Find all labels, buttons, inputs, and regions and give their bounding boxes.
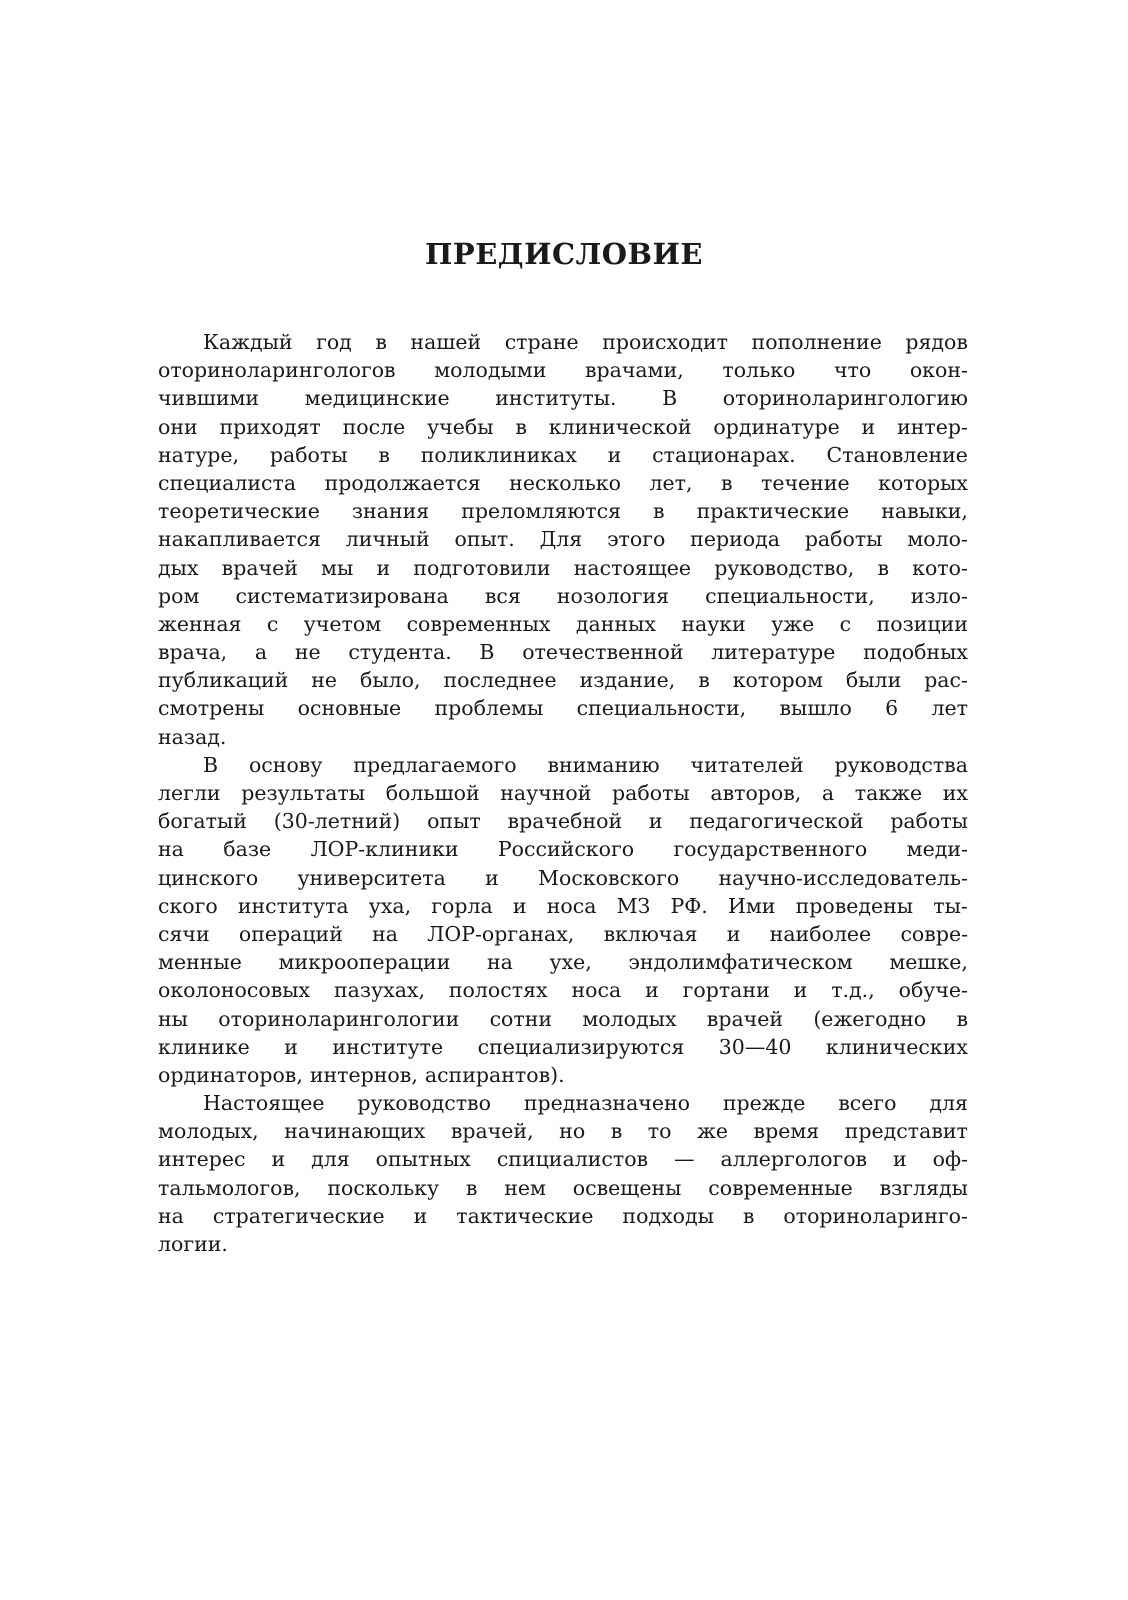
text-line	[158, 976, 968, 1004]
word: специализируются	[477, 1034, 685, 1059]
word: операций	[238, 921, 343, 946]
word: педагогической	[689, 809, 864, 834]
word: и	[376, 555, 391, 580]
word: оториноларингологов	[158, 358, 396, 383]
word: цинского	[158, 865, 259, 890]
word: врачебной	[507, 809, 623, 834]
word: знания	[351, 499, 430, 524]
word: в	[720, 470, 733, 495]
word: врачами,	[584, 358, 684, 383]
word: и	[793, 978, 808, 1003]
word: а	[254, 640, 268, 665]
word: и	[271, 1147, 286, 1172]
word: ром	[158, 583, 200, 608]
word: и	[726, 921, 741, 946]
word: приходят	[219, 414, 321, 439]
word: в	[742, 1203, 755, 1228]
word: назад.	[158, 724, 227, 749]
word: систематизирована	[235, 583, 449, 608]
text-line	[158, 525, 968, 553]
word: не	[294, 640, 321, 665]
word: издание,	[579, 668, 676, 693]
word: в	[378, 442, 390, 467]
word: сотни	[489, 1006, 553, 1031]
word: личный	[345, 527, 430, 552]
word: преломляются	[461, 499, 622, 524]
word: науки	[681, 611, 746, 636]
word: Становление	[826, 442, 968, 467]
text-line	[158, 948, 968, 976]
word: не	[311, 668, 338, 693]
word: их	[942, 781, 968, 805]
text-line	[158, 1145, 968, 1173]
word: и	[893, 1147, 907, 1172]
word: оф-	[932, 1147, 968, 1172]
word: околоносовых	[158, 978, 311, 1003]
word: опыт.	[454, 527, 515, 552]
text-line	[158, 694, 968, 722]
word: богатый	[158, 809, 247, 834]
word: —	[674, 1147, 695, 1172]
word: и	[284, 1034, 298, 1059]
word: кото-	[912, 555, 968, 580]
word: и	[413, 1203, 428, 1228]
word: прежде	[722, 1091, 806, 1116]
word: мы	[321, 555, 354, 580]
word: специалиста	[158, 470, 297, 495]
word: они	[158, 414, 198, 439]
word: Для	[539, 527, 583, 552]
word: аллергологов	[720, 1147, 868, 1172]
word: поликлиниках	[420, 442, 577, 467]
word: год	[316, 330, 352, 354]
text-line	[158, 864, 968, 892]
word: 6	[885, 696, 899, 721]
word: в	[375, 330, 387, 354]
word: аспирантов).	[424, 1062, 565, 1087]
word: уже	[771, 611, 815, 636]
word: стратегические	[212, 1203, 385, 1228]
text-line	[158, 497, 968, 525]
text-line	[158, 554, 968, 582]
word: но	[559, 1119, 586, 1144]
word: ухе,	[549, 950, 592, 975]
word: полостях	[448, 978, 548, 1003]
word: меди-	[906, 837, 968, 862]
word: клинических	[825, 1034, 968, 1059]
word: гортани	[682, 978, 770, 1003]
word: работы	[612, 781, 690, 805]
word: основу	[248, 752, 323, 777]
word: чившими	[158, 386, 260, 411]
word: мешке,	[889, 950, 968, 975]
word: опыт	[427, 809, 481, 834]
word: что	[834, 358, 872, 383]
word: молодых	[582, 1006, 677, 1031]
word: пазухах,	[334, 978, 425, 1003]
word: начинающих	[284, 1119, 426, 1144]
text-line	[158, 1202, 968, 1230]
text-line	[158, 441, 968, 469]
word: специальности,	[705, 583, 875, 608]
word: обуче-	[898, 978, 968, 1003]
word: руководства	[834, 752, 968, 777]
word: университета	[297, 865, 446, 890]
word: государственного	[673, 837, 868, 862]
word: пополнение	[751, 330, 882, 354]
word: моло-	[907, 527, 968, 552]
word: в	[610, 1119, 623, 1144]
word: стране	[504, 330, 579, 354]
text-line	[158, 1230, 968, 1258]
word: совре-	[900, 921, 968, 946]
word: позиции	[876, 611, 968, 636]
text-line	[158, 469, 968, 497]
word: интер-	[897, 414, 968, 439]
text-line	[158, 892, 968, 920]
word: института	[237, 893, 349, 918]
text-line	[158, 413, 968, 441]
word: Каждый	[203, 330, 293, 354]
word: и	[512, 893, 527, 918]
word: институты.	[495, 386, 617, 411]
word: последнее	[443, 668, 557, 693]
text-line	[158, 1005, 968, 1033]
word: В	[203, 752, 219, 777]
word: в	[877, 555, 889, 580]
word: студента.	[348, 640, 452, 665]
paragraph	[158, 751, 968, 1089]
preface-body	[158, 328, 968, 1258]
word: время	[753, 1119, 820, 1144]
word: после	[342, 414, 406, 439]
text-line	[158, 328, 968, 356]
word: то	[647, 1119, 672, 1144]
word: работы	[890, 809, 968, 834]
word: накапливается	[158, 527, 321, 552]
word: вниманию	[547, 752, 660, 777]
word: современные	[708, 1175, 853, 1200]
text-line	[158, 1174, 968, 1202]
word: окон-	[909, 358, 968, 383]
word: В	[662, 386, 678, 411]
word: подходы	[622, 1203, 714, 1228]
word: предлагаемого	[353, 752, 517, 777]
word: происходит	[602, 330, 729, 354]
paragraph	[158, 328, 968, 751]
word: на	[372, 921, 399, 946]
word: нашей	[410, 330, 482, 354]
word: было,	[359, 668, 421, 693]
word: ординаторов,	[158, 1062, 303, 1087]
text-line	[158, 835, 968, 863]
word: с	[266, 611, 279, 636]
word: несколько	[509, 470, 621, 495]
word: большой	[385, 781, 480, 805]
word: течение	[761, 470, 850, 495]
word: руководство	[357, 1091, 491, 1116]
word: для	[929, 1091, 968, 1116]
word: лет	[931, 696, 968, 721]
text-line	[158, 582, 968, 610]
word: клинической	[548, 414, 692, 439]
word: врачей	[221, 555, 298, 580]
word: учебы	[427, 414, 494, 439]
word: уха,	[368, 893, 412, 918]
word: на	[158, 837, 184, 862]
word: менные	[158, 950, 242, 975]
word: работы	[269, 442, 348, 467]
word: проблемы	[434, 696, 544, 721]
word: освещены	[572, 1175, 682, 1200]
word: представит	[844, 1119, 968, 1144]
word: ЛОР-органах,	[427, 921, 575, 946]
word: МЗ	[616, 893, 651, 918]
text-line	[158, 384, 968, 412]
word: предназначено	[523, 1091, 690, 1116]
word: публикаций	[158, 668, 289, 693]
text-line	[158, 1089, 968, 1117]
word: вышло	[779, 696, 852, 721]
word: изло-	[910, 583, 968, 608]
word: и	[861, 414, 876, 439]
text-line	[158, 356, 968, 384]
word: научно-исследователь-	[718, 865, 968, 890]
word: рядов	[905, 330, 968, 354]
word: горла	[431, 893, 493, 918]
word: навыки,	[881, 499, 968, 524]
word: этого	[607, 527, 666, 552]
word: результаты	[241, 781, 366, 805]
word: современных	[406, 611, 551, 636]
word: рас-	[924, 668, 968, 693]
text-line	[158, 638, 968, 666]
word: интернов,	[309, 1062, 418, 1087]
text-line	[158, 666, 968, 694]
word: ЛОР-клиники	[310, 837, 459, 862]
text-line	[158, 751, 968, 779]
word: котором	[732, 668, 823, 693]
word: поскольку	[327, 1175, 440, 1200]
word: с	[839, 611, 852, 636]
word: также	[854, 781, 923, 805]
word: только	[722, 358, 796, 383]
word: опытных	[375, 1147, 471, 1172]
word: институте	[332, 1034, 444, 1059]
word: данных	[575, 611, 656, 636]
word: тальмологов,	[158, 1175, 301, 1200]
word: базе	[223, 837, 272, 862]
word: врачей,	[450, 1119, 534, 1144]
word: Российского	[497, 837, 635, 862]
word: носа	[546, 893, 597, 918]
word: клинике	[158, 1034, 250, 1059]
word: сячи	[158, 921, 210, 946]
word: оториноларингологии	[218, 1006, 460, 1031]
word: и	[607, 442, 622, 467]
text-line	[158, 779, 968, 807]
text-line	[158, 610, 968, 638]
word: нем	[504, 1175, 546, 1200]
word: были	[845, 668, 902, 693]
page-title: ПРЕДИСЛОВИЕ	[425, 237, 703, 271]
word: отечественной	[522, 640, 684, 665]
word: молодыми	[434, 358, 547, 383]
word: специальности,	[576, 696, 747, 721]
word: и	[485, 865, 499, 890]
word: практические	[696, 499, 850, 524]
word: подготовили	[413, 555, 551, 580]
word: врачей	[706, 1006, 784, 1031]
word: эндолимфатическом	[628, 950, 853, 975]
word: оториноларинго-	[783, 1203, 968, 1228]
text-line	[158, 920, 968, 948]
word: всего	[838, 1091, 897, 1116]
text-line	[158, 1033, 968, 1061]
word: натуре,	[158, 442, 240, 467]
word: лет,	[649, 470, 693, 495]
word: ского	[158, 893, 218, 918]
word: настоящее	[573, 555, 692, 580]
word: подобных	[863, 640, 968, 665]
word: авторов,	[710, 781, 802, 805]
word: молодых,	[158, 1119, 259, 1144]
word: учетом	[303, 611, 382, 636]
word: спициалистов	[496, 1147, 649, 1172]
word: в	[698, 668, 710, 693]
word: работы	[804, 527, 883, 552]
word: оториноларингологию	[722, 386, 968, 411]
word: периода	[690, 527, 780, 552]
paragraph	[158, 1089, 968, 1258]
word: стационарах.	[652, 442, 796, 467]
word: легли	[158, 781, 221, 805]
word: ординатуре	[713, 414, 840, 439]
word: теоретические	[158, 499, 320, 524]
word: же	[697, 1119, 728, 1144]
word: вся	[484, 583, 521, 608]
text-line	[158, 1117, 968, 1145]
word: продолжается	[324, 470, 481, 495]
word: Настоящее	[203, 1091, 325, 1116]
word: дых	[158, 555, 199, 580]
word: на	[487, 950, 513, 975]
word: наиболее	[769, 921, 872, 946]
text-line	[158, 1061, 968, 1089]
word: ты-	[933, 893, 968, 918]
word: интерес	[158, 1147, 246, 1172]
word: руководство,	[714, 555, 855, 580]
word: в	[956, 1006, 968, 1031]
word: женная	[158, 611, 242, 636]
word: читателей	[690, 752, 804, 777]
word: и	[648, 809, 663, 834]
word: носа	[571, 978, 622, 1003]
word: включая	[603, 921, 698, 946]
word: литературе	[711, 640, 836, 665]
word: ны	[158, 1006, 188, 1031]
word: (ежегодно	[813, 1006, 927, 1031]
word: врача,	[158, 640, 228, 665]
text-line	[158, 807, 968, 835]
word: а	[821, 781, 835, 805]
word: научной	[500, 781, 592, 805]
word: медицинские	[304, 386, 450, 411]
word: Ими	[727, 893, 776, 918]
word: для	[311, 1147, 350, 1172]
word: микрооперации	[278, 950, 451, 975]
word: т.д.,	[831, 978, 875, 1003]
word: и	[645, 978, 659, 1003]
word: проведены	[795, 893, 914, 918]
word: тактические	[456, 1203, 594, 1228]
word: основные	[297, 696, 402, 721]
word: которых	[878, 470, 968, 495]
word: 30—40	[718, 1034, 792, 1059]
word: (30-летний)	[273, 809, 401, 834]
word: В	[479, 640, 495, 665]
word: Московского	[537, 865, 680, 890]
word: на	[158, 1203, 184, 1228]
word: нозология	[556, 583, 670, 608]
word: взгляды	[879, 1175, 968, 1200]
word: смотрены	[158, 696, 265, 721]
word: в	[465, 1175, 478, 1200]
text-line	[158, 723, 968, 751]
word: логии.	[158, 1232, 228, 1256]
word: в	[515, 414, 527, 439]
word: РФ.	[670, 893, 708, 918]
word: в	[653, 499, 665, 524]
